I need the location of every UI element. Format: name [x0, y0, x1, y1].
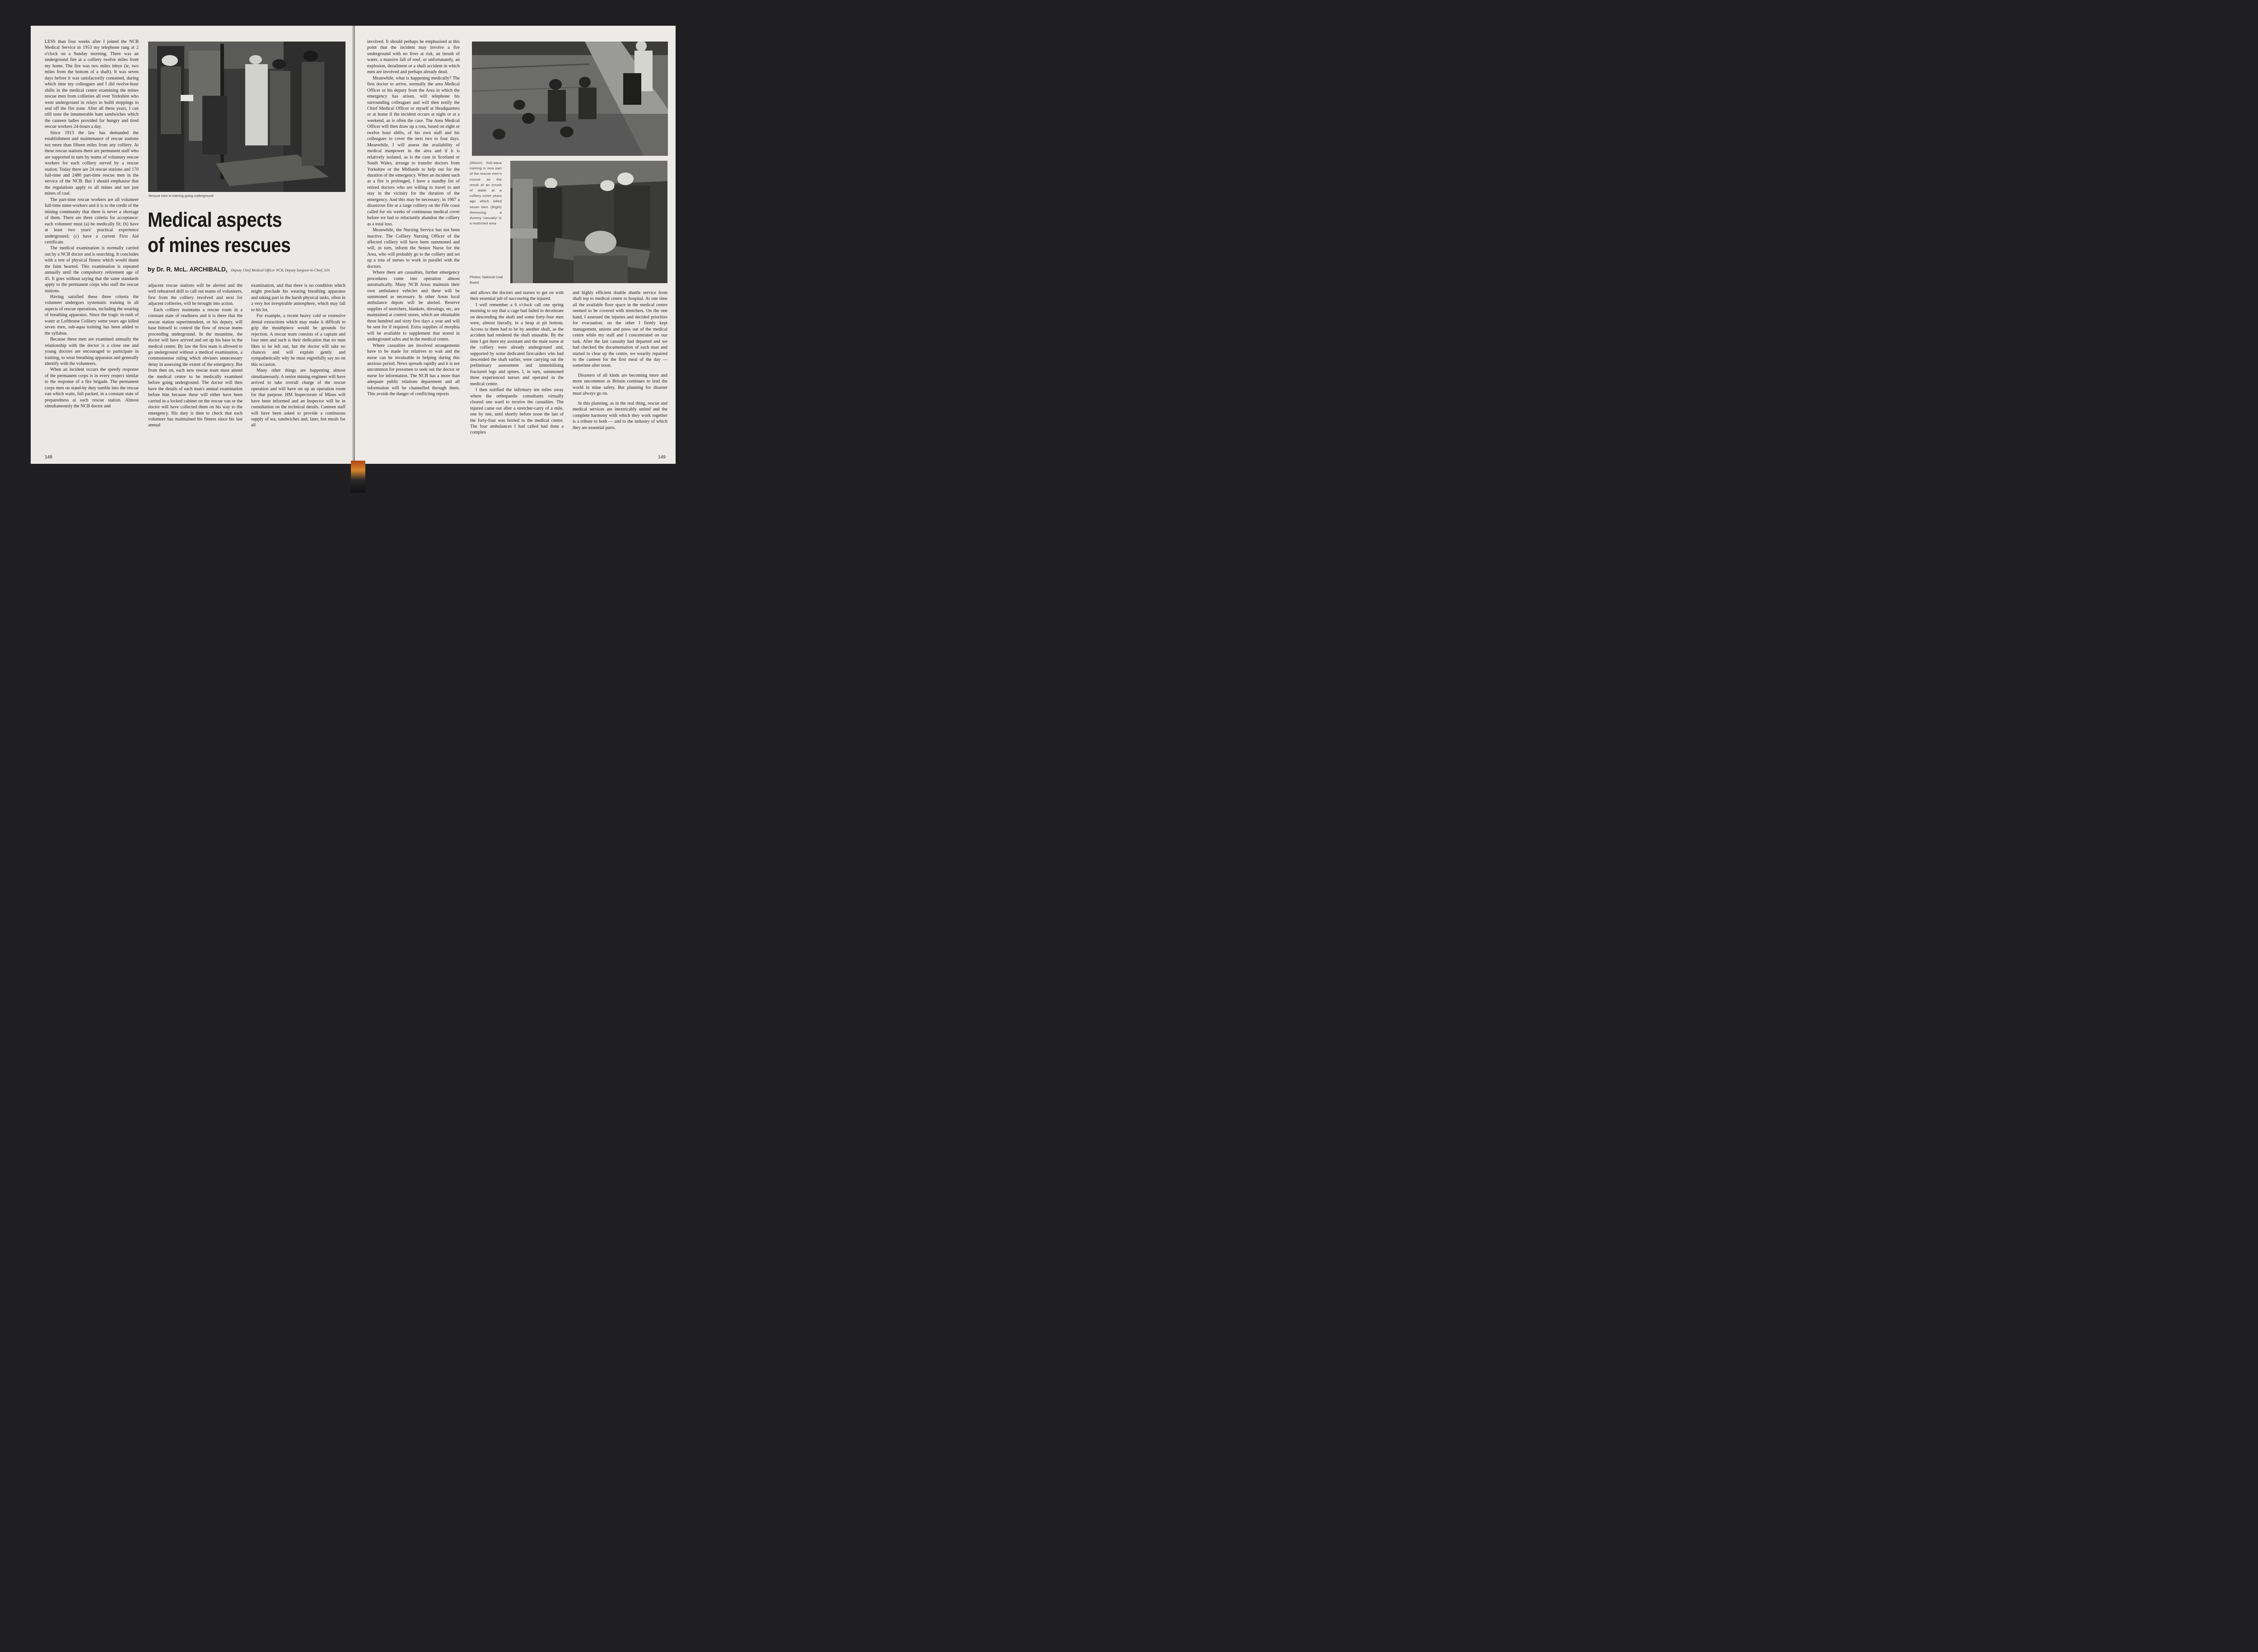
left-page-column-2 — [148, 283, 243, 429]
paragraph: Having satisfied these three criteria the volunteer undergoes systematic training in all aspects of rescue operations, including the wearing of breathing apparatus. Since the tragic in-rush of water at Lofthouse Colliery some years ago killed seven men, sub-aqua training has been added to the syllabus. — [45, 294, 139, 336]
headline-line-1: Medical aspects — [148, 208, 282, 231]
paragraph: In this planning, as in the real thing, rescue and medical services are inextricably united and the complete harmony with which they work together is a tribute to both — and to the industry of which they are essential parts. — [573, 401, 667, 430]
paragraph: LESS than four weeks after I joined the NCB Medical Service in 1953 my telephone rang at 2 o'clock on a Sunday morning. There was an underground fire at a colliery twelve miles from my home. The fire was two miles inbye (ie, two miles from the bottom of a shaft). It was seven days before it was satisfactorily contained, during which time my colleagues and I did twelve-hour shifts in the medical centre examining the mines rescue men from collieries all over Yorkshire who went underground in relays to build stoppings to seal off the fire zone. After all these years, I can still taste the innumerable ham sandwiches which the canteen ladies provided for hungry and tired rescue workers 24-hours a day. — [45, 39, 139, 130]
paragraph: Meanwhile, the Nursing Service has not been inactive. The Colliery Nursing Officer of the affected colliery will have been summoned and will, in turn, inform the Senior Nurse for the Area, who will probably go to the colliery and set up a rota of nurses to work in parallel with the doctors. — [367, 228, 460, 269]
paragraph: The medical examination is normally carried out by a NCB doctor and is searching. It concludes with a test of physical fitness which would daunt the faint hearted. This examination is repeated annually until the compulsory retirement age of 45. It goes without saying that the same standards apply to the permanent corps who staff the rescue stations. — [45, 246, 139, 294]
paragraph: I well remember a 6 o'clock call one spring morning to say that a cage had failed to decelerate on descending the shaft and some forty-four men were, almost literally, in a heap at pit bottom. Access to them had to be by another shaft, as the accident had rendered the shaft unusable. By the time I got there my assistant and the male nurse at the colliery were already underground and, supported by some dedicated first-aiders who had descended the shaft earlier, were carrying out the preliminary assessment and immobilising fractured legs and spines. I, in turn, summoned three experienced nurses and operated in the medical centre. — [470, 302, 564, 387]
paragraph: Many other things are happening almost simultaneously. A senior mining engineer will have arrived to take overall charge of the rescue operation and will have set up an operation room for that purpose. HM Inspectorate of Mines will have been informed and an Inspector will be in consultation on the technical details. Canteen staff will have been asked to provide a continuous supply of tea, sandwiches and, later, hot meals for all — [251, 368, 345, 428]
byline — [148, 266, 351, 274]
paragraph: involved. It should perhaps be emphasised at this point that the incident may involve a fire underground with no lives at risk, an inrush of water, a massive fall of roof, or unfortunately, an explosion, derailment or a shaft accident in which men are involved and perhaps already dead. — [367, 39, 460, 75]
paragraph: I then notified the infirmary ten miles away where the orthopaedic consultants virtually cleared one ward to receive the casualties. The injured came out after a stretcher-carry of a mile, one by one, until shortly before noon the last of the forty-four was ferried to the medical centre. The four ambulances I had called had done a complex — [470, 387, 564, 435]
photo-dummy-casualty-removal — [510, 161, 667, 283]
photo-rescue-men-underground — [148, 42, 345, 192]
paragraph: For example, a recent heavy cold or extensive dental extractions which may make it difficult to grip the mouthpiece would be grounds for rejection. A rescue team consists of a captain and four men and such is their dedication that no man likes to be left out, but the doctor will take no chances and will explain gently and sympathetically why he must regretfully say no on this occasion. — [251, 313, 345, 367]
paragraph: Disasters of all kinds are becoming more and more uncommon as Britain continues to lead the world in mine safety. But planning for disaster must always go on. — [573, 373, 667, 397]
right-page-column-2 — [470, 290, 564, 436]
photo-side-caption: (Above) Sub-aqua training is now part of the rescue men's course as the result of an inrush of water at a colliery some years ago which killed seven men. (Right) Removing a dummy 'casualty' in a restricted area — [470, 161, 502, 226]
photo-caption-left: Rescue men in training going underground — [149, 194, 214, 198]
right-page — [355, 26, 676, 464]
magazine-spread — [31, 26, 676, 464]
page-number-right: 149 — [658, 455, 666, 460]
paragraph: adjacent rescue stations will be alerted and the well rehearsed drill to call out teams of volunteers, first from the colliery involved and next for adjacent collieries, will be brought into action. — [148, 283, 243, 307]
left-page — [31, 26, 354, 464]
paragraph: and highly efficient double shuttle service from shaft top to medical centre to hospital. At one time all the available floor space in the medical centre seemed to be covered with stretchers. On the one hand, I assessed the injuries and decided priorities for evacuation; on the other I firmly kept management, unions and press out of the medical centre while my staff and I concentrated on our task. After the last casualty had departed and we had checked the documentation of each man and started to clear up the centre, we wearily repaired to the canteen for the first meal of the day — sometime after noon. — [573, 290, 667, 369]
right-page-column-1 — [367, 39, 460, 397]
paragraph: Where casualties are involved arrangements have to be made for relatives to wait and the nurse can be invaluable in helping during this anxious period. News spreads rapidly and it is not uncommon for pressmen to seek out the doctor or nurse for information. The NCB has a more than adequate public relations department and all information will be channelled through them. This avoids the danger of conflicting reports — [367, 343, 460, 397]
page-number-left: 148 — [45, 455, 52, 460]
photo-sub-aqua-training — [472, 42, 668, 156]
article-headline — [148, 207, 291, 258]
paragraph: Because these men are examined annually the relationship with the doctor is a close one and young doctors are encouraged to participate in training, to wear breathing apparatus and generally identify with the volunteers. — [45, 337, 139, 367]
byline-author: by Dr. R. McL. ARCHIBALD, — [148, 266, 228, 273]
byline-role: Deputy Chief Medical Officer NCB, Deputy Surgeon-in-Chief, SJA — [231, 268, 330, 272]
paragraph: Since 1913 the law has demanded the establishment and maintenance of rescue stations not more than fifteen miles from any colliery. At these rescue stations there are permanent staff who are supported in turn by teams of voluntary rescue workers for each colliery served by a rescue station. Today there are 24 rescue stations and 170 full-time and 2480 part-time rescue men in the service of the NCB. But I should emphasise that the regulations apply to all mines and not just mines of coal. — [45, 130, 139, 196]
left-page-column-3 — [251, 283, 345, 429]
paragraph: When an incident occurs the speedy response of the permanent corps is in every respect similar to the response of a fire brigade. The permanent corps men on stand-by duty tumble into the rescue van which waits, full packed, in a constant state of preparedness at each rescue station. Almost simultaneously the NCB doctor and — [45, 367, 139, 409]
paragraph: Meanwhile, what is happening medically? The first doctor to arrive, normally the area Medical Officer or his deputy from the Area in which the emergency has arisen, will telephone his surrounding colleagues and will then notify the Chief Medical Officer or myself at Headquarters or at home if the incident occurs at night or at a weekend, as is often the case. The Area Medical Officer will then draw up a rota, based on eight or twelve hour shifts, of his own staff and his colleagues to cover the next two to four days. Meanwhile, I will assess the availability of medical manpower in the area and if it is relatively isolated, as is the case in Scotland or South Wales, arrange to transfer doctors from Yorkshire or the Midlands to help out for the duration of the emergency. When an incident such as a fire is prolonged, I have a standby list of retired doctors who are willing to travel to and stay in the vicinity for the duration of the emergency. And this may be necessary; in 1967 a disastrous fire at a large colliery on the Fife coast called for six weeks of continuous medical cover before we had to reluctantly abandon the colliery as a total loss. — [367, 75, 460, 227]
paragraph: Each colliery maintains a rescue room in a constant state of readiness and it is there that the rescue station superintendent, or his deputy, will base himself to control the flow of rescue teams proceeding underground. In the meantime, the doctor will have arrived and set up his base in the medical centre. By law the first team is allowed to go underground without a medical examination, a commonsense ruling which obviates unnecessary delay in assessing the extent of the emergency. But from then on, each new rescue team must attend the medical centre to be medically examined before going underground. The doctor will then have the details of each man's annual examination before him because these will either have been carried in a locked cabinet on the rescue van or the doctor will have collected them on his way to the emergency. His duty is then to check that each volunteer has maintained his fitness since his last annual — [148, 307, 243, 428]
left-page-column-1 — [45, 39, 139, 410]
headline-line-2: of mines rescues — [148, 233, 291, 257]
paragraph: The part-time rescue workers are all volunteer full-time mine-workers and it is to the credit of the mining community that there is never a shortage of them. There are three criteria for acceptance: each volunteer must (a) be medically fit; (b) have at least two years' practical experience underground; (c) have a current First Aid certificate. — [45, 197, 139, 245]
photo-credit: Photos: National Coal Board — [470, 275, 503, 285]
ribbon-bookmark — [351, 461, 365, 493]
paragraph: examination, and that there is no condition which might preclude his wearing breathing apparatus and taking part in the harsh physical tasks, often in a very hot irrespirable atmosphere, which may fall to his lot. — [251, 283, 345, 313]
paragraph: Where there are casualties, further emergency procedures come into operation almost automatically. Many NCB Areas maintain their own ambulance vehicles and these will be summoned as necessary. In other Areas local ambulance depots will be alerted. Reserve supplies of stretchers, blankets, dressings, etc, are maintained at control stores, which are obtainable three hundred and sixty five days a year and will be sent for if required. Extra supplies of morphia will be available to supplement that stored in underground safes and in the medical centre. — [367, 270, 460, 342]
right-page-column-3 — [573, 290, 667, 431]
paragraph: and allows the doctors and nurses to get on with their essential job of succouring the injured. — [470, 290, 564, 302]
